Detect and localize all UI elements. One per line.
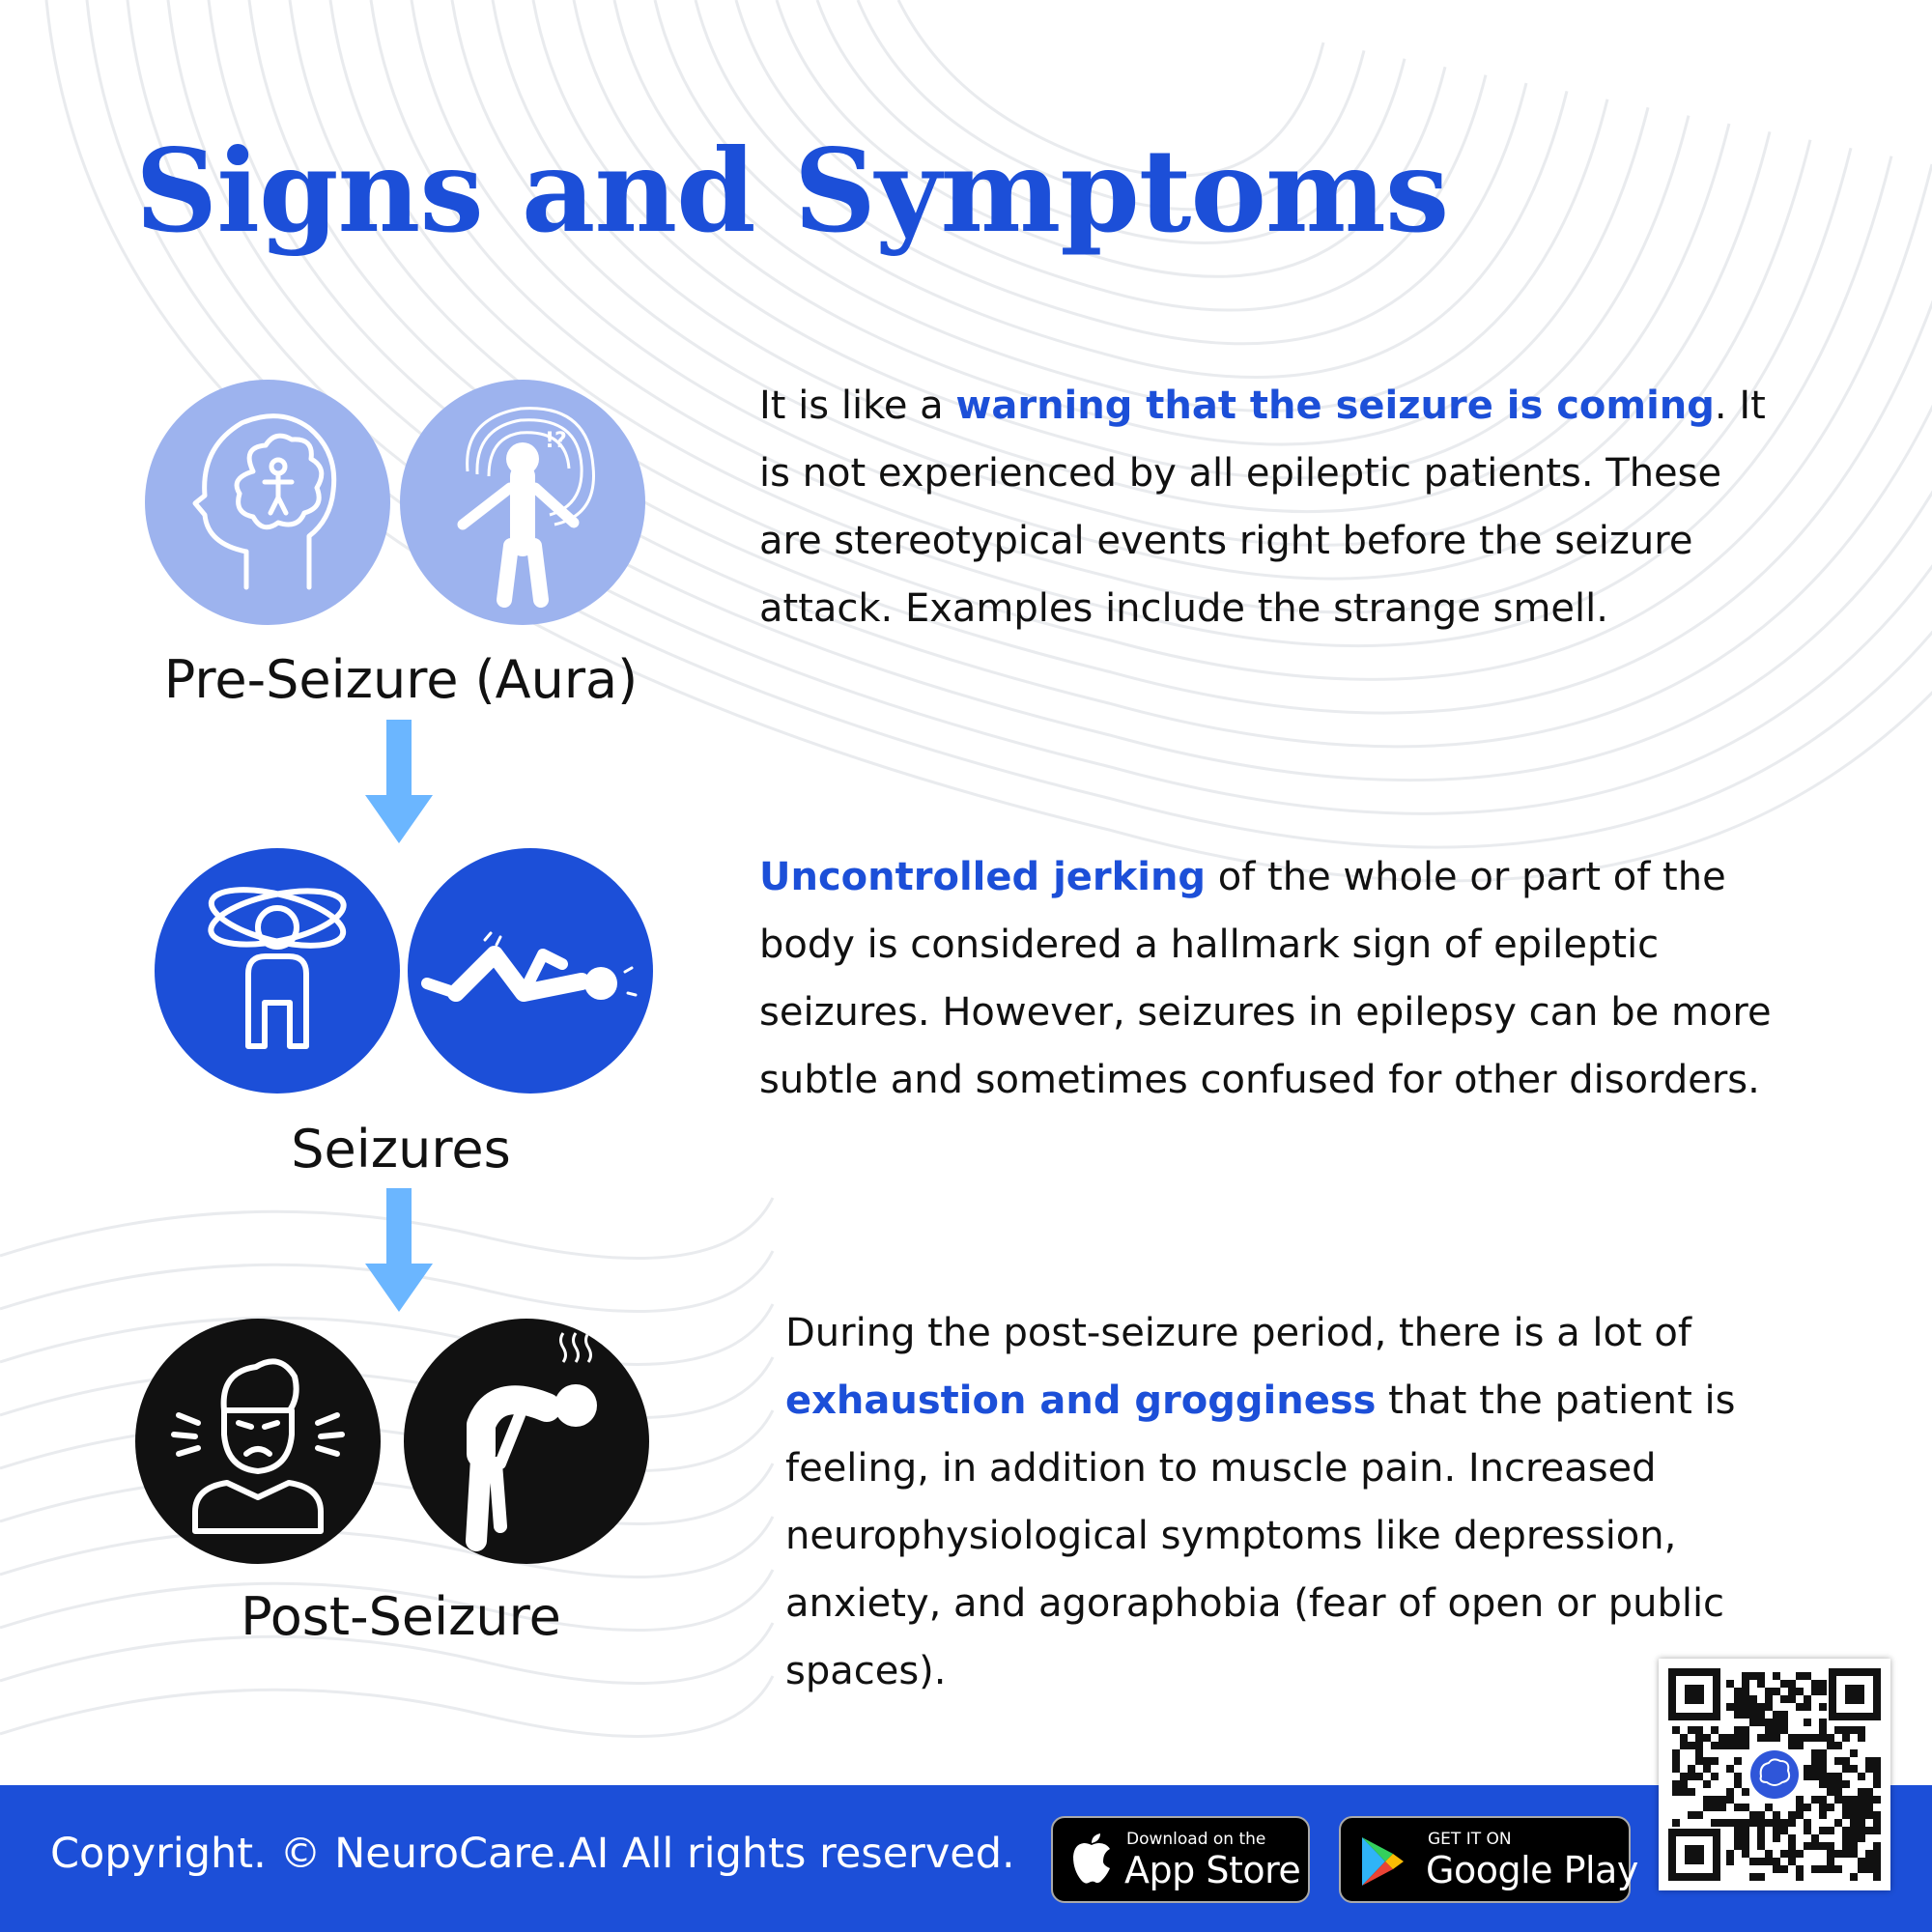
down-arrow-icon [365, 1188, 433, 1312]
app-store-big-text: App Store [1124, 1849, 1301, 1891]
tired-man-icon [135, 1319, 381, 1564]
down-arrow-icon [365, 720, 433, 843]
google-play-small-text: GET IT ON [1428, 1830, 1512, 1849]
orbit-person-icon [155, 848, 400, 1094]
stage-label-pre-seizure: Pre-Seizure (Aura) [163, 649, 639, 710]
svg-text:!?: !? [545, 429, 567, 453]
qr-code[interactable] [1659, 1659, 1890, 1890]
app-store-button[interactable] [1051, 1816, 1310, 1903]
stage-label-seizures: Seizures [291, 1119, 511, 1179]
dizzy-person-icon [400, 380, 645, 625]
seizures-description: Uncontrolled jerking of the whole or part of the body is considered a hallmark sign of epileptic seizures. However, seizures in epilepsy can be more subtle and sometimes confused for other disorders. [759, 855, 1772, 1102]
post-seizure-highlight: exhaustion and grogginess [785, 1378, 1377, 1423]
page-title: Signs and Symptoms [135, 124, 1449, 258]
convulsing-person-icon [408, 848, 653, 1094]
google-play-big-text: Google Play [1426, 1849, 1638, 1891]
brain-logo-icon [1746, 1746, 1804, 1804]
play-triangle-icon [1358, 1835, 1406, 1888]
seizures-highlight: Uncontrolled jerking [759, 855, 1207, 899]
head-brain-icon [145, 380, 390, 625]
stage-label-post-seizure: Post-Seizure [241, 1586, 561, 1647]
bent-over-person-icon [404, 1319, 649, 1564]
post-seizure-description: During the post-seizure period, there is a lot of exhaustion and grogginess that the patient is feeling, in addition to muscle pain. Increased neurophysiological symptoms like depression, anxiety, and agoraphobia (fear of open or public spaces). [785, 1311, 1736, 1693]
pre-seizure-highlight: warning that the seizure is coming [955, 384, 1715, 428]
google-play-button[interactable] [1339, 1816, 1638, 1903]
app-store-small-text: Download on the [1126, 1830, 1266, 1849]
pre-seizure-description: It is like a warning that the seizure is coming. It is not experienced by all epileptic patients. These are stereotypical events right before the seizure attack. Examples include the strange smell. [759, 384, 1766, 631]
copyright-text: Copyright. © NeuroCare.AI All rights reserved. [50, 1830, 1015, 1878]
apple-icon [1070, 1833, 1113, 1886]
